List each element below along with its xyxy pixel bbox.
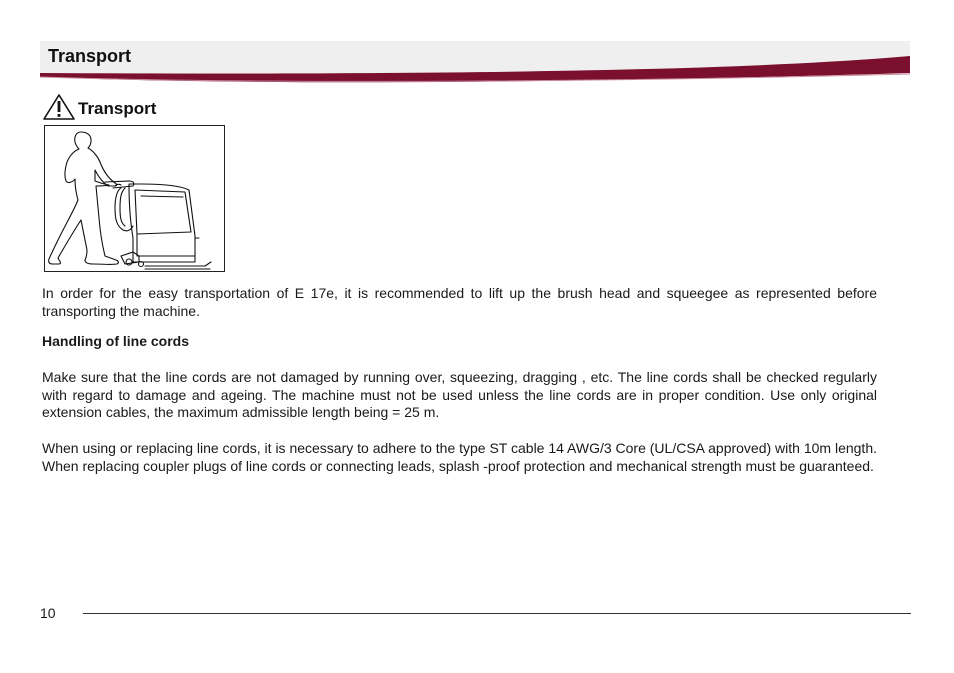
page-title: Transport [48,46,132,66]
page-number: 10 [40,605,56,621]
transport-illustration [44,125,225,272]
section-header-band [40,41,910,87]
footer-rule [83,613,911,614]
line-cords-heading: Handling of line cords [42,333,190,349]
intro-paragraph: In order for the easy transportation of E 17e, it is recommended to lift up the brush head and squeegee as represented before transporting the machine. [42,285,877,319]
section-heading [42,92,156,122]
header-swoosh [40,41,910,87]
warning-triangle-icon [42,93,76,121]
section-title: Transport [78,99,157,118]
line-cords-paragraph-2: When using or replacing line cords, it is necessary to adhere to the type ST cable 14 AWG/3 Core (UL/CSA approved) with 10m length. When replacing coupler plugs of line cords or connecting leads, splash -proof protection and mechanical strength must be guaranteed. [42,440,877,474]
line-cords-paragraph-1: Make sure that the line cords are not damaged by running over, squeezing, dragging , etc. The line cords shall be checked regularly with regard to damage and ageing. The machine must not be used unless the line cords are in proper condition. Use only original extension cables, the maximum admissible length being = 25 m. [42,369,877,420]
